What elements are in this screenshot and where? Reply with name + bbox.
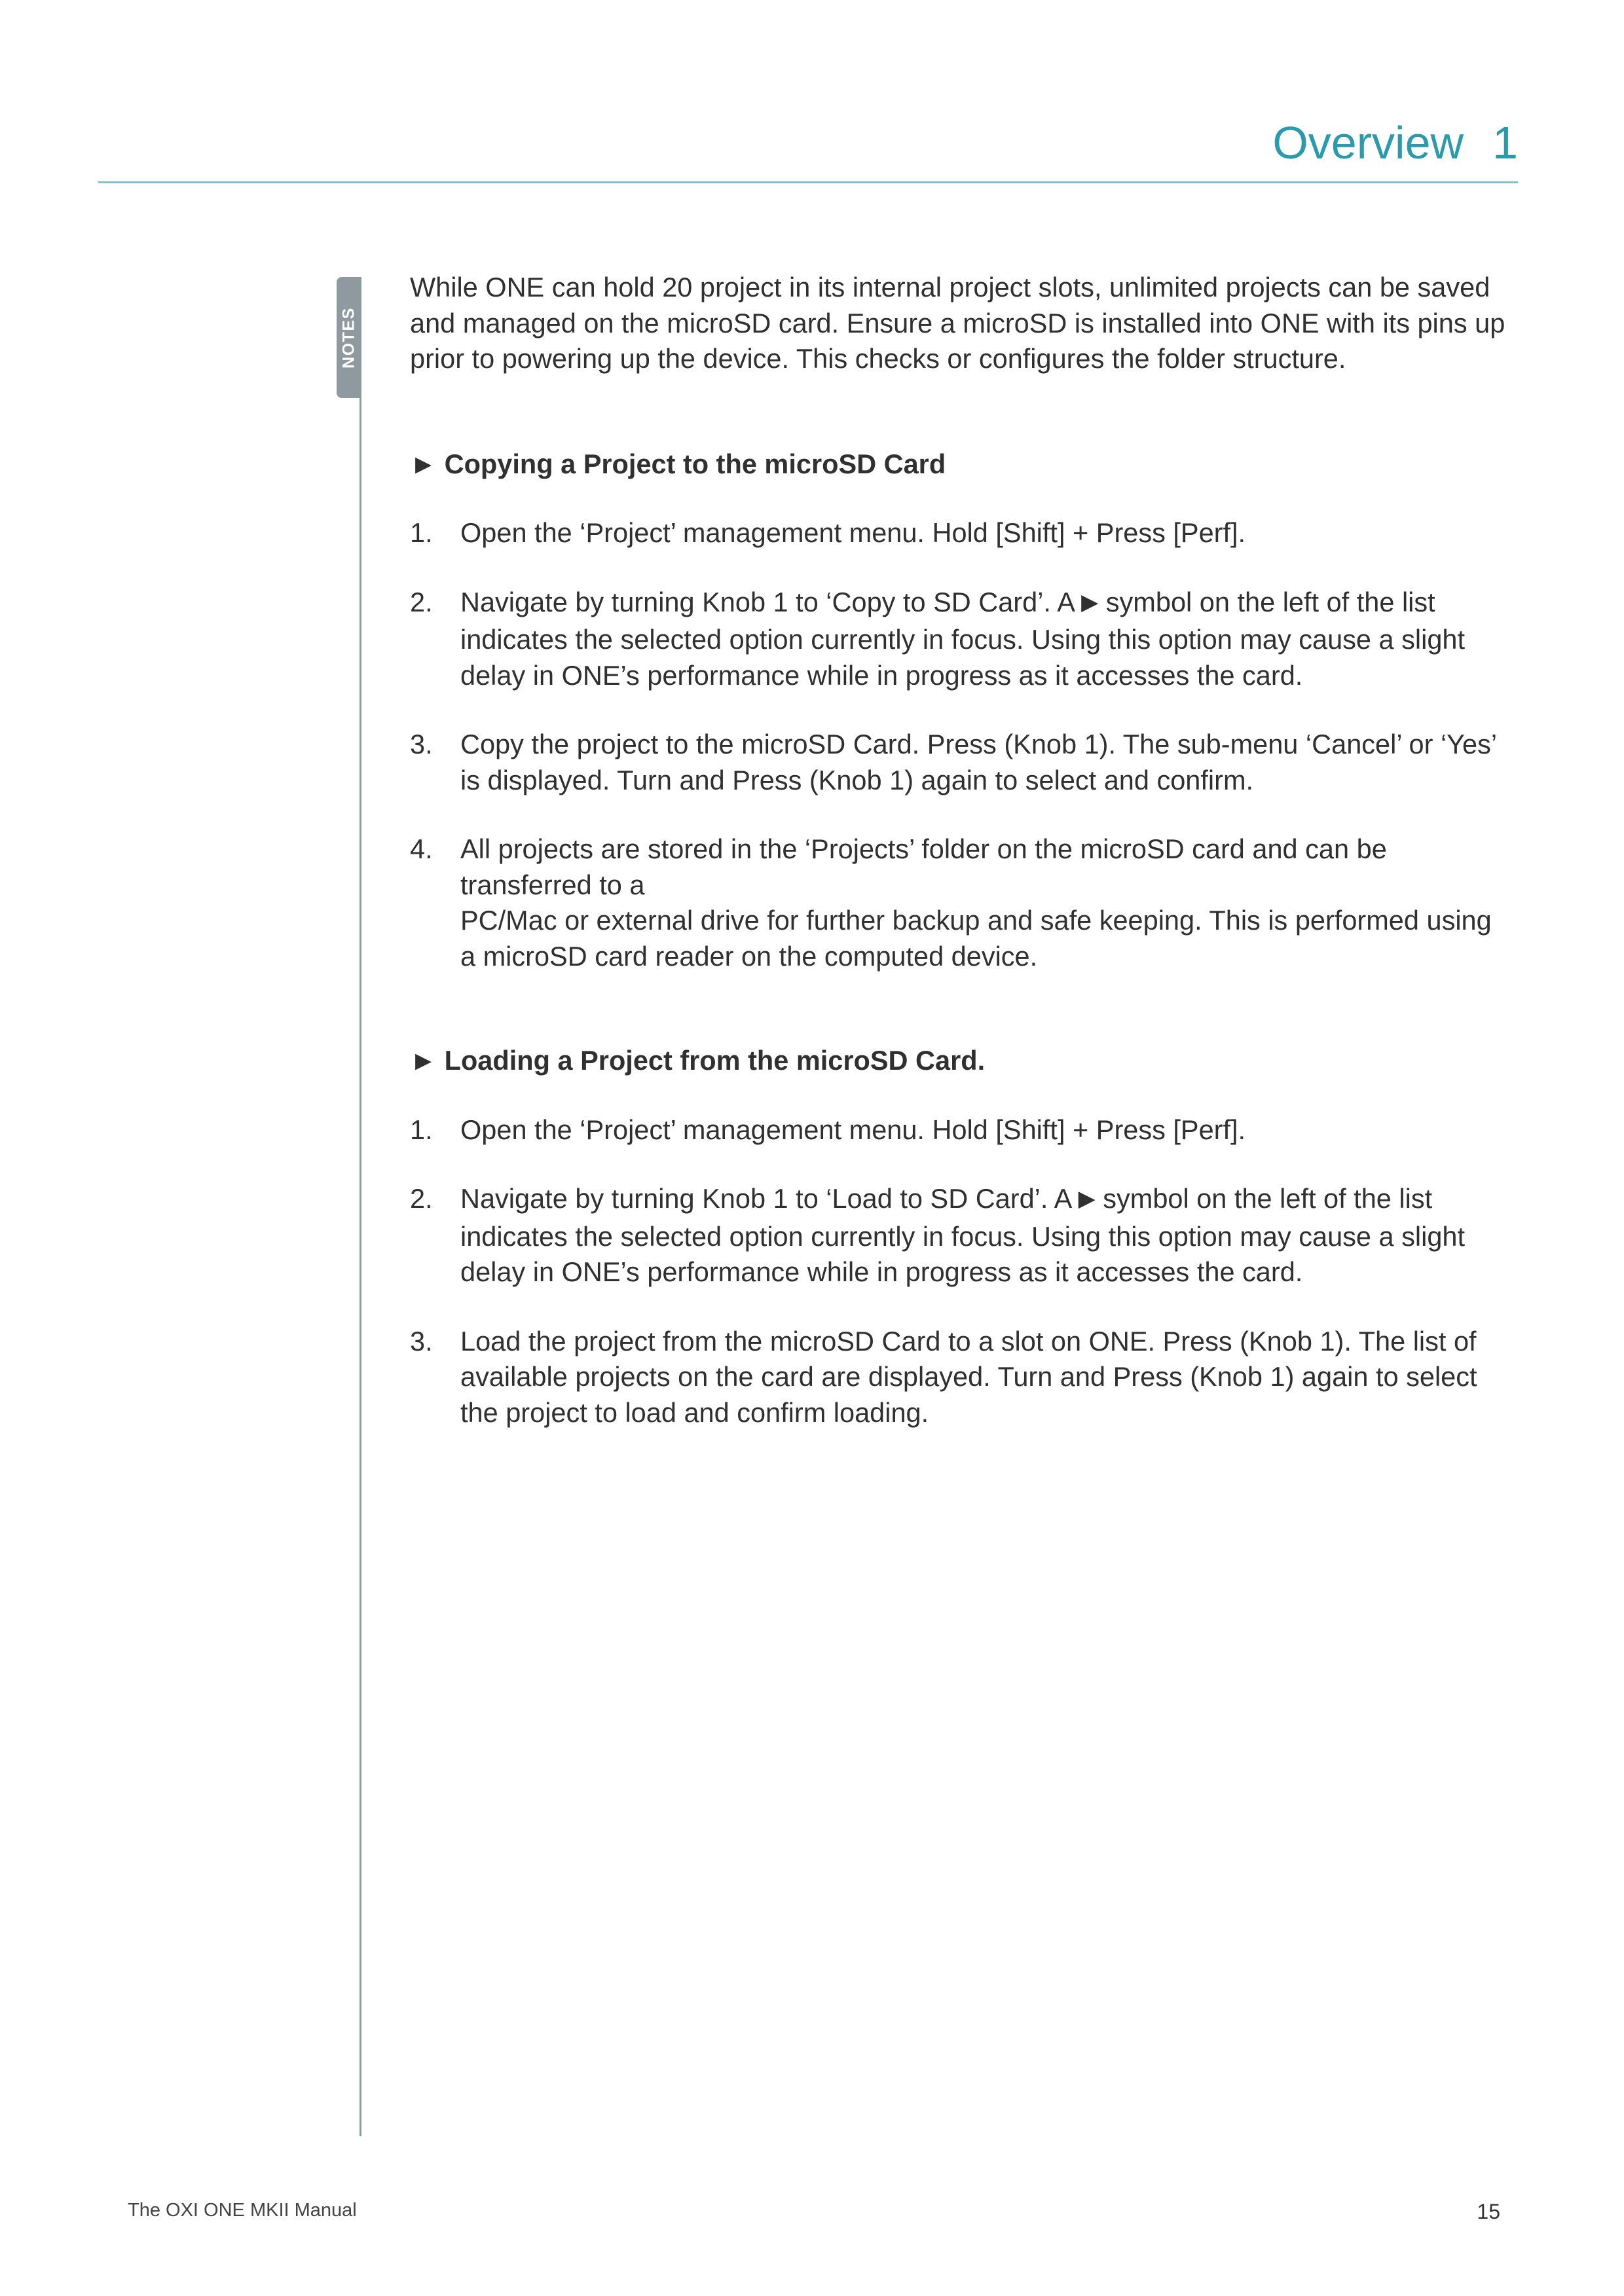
arrow-right-icon: ► — [410, 1045, 437, 1076]
chapter-number: 1 — [1492, 117, 1518, 168]
step-number: 1. — [410, 517, 433, 548]
main-content — [410, 270, 1510, 1464]
play-triangle-icon: ▶ — [1081, 589, 1099, 615]
load-steps-list — [410, 1112, 1510, 1431]
step-text-line: All projects are stored in the ‘Projects’ folder on the microSD card and can be transferred to a — [460, 833, 1387, 900]
step-number: 4. — [410, 833, 433, 864]
step-number: 3. — [410, 729, 433, 759]
intro-paragraph: While ONE can hold 20 project in its internal project slots, unlimited projects can be saved and managed on the microSD card. Ensure a microSD is installed into ONE with its pins up prior to powering up the device. This checks or configures the folder structure. — [410, 272, 1505, 374]
section-heading-copy — [410, 446, 1510, 483]
header-divider — [98, 181, 1518, 183]
page-number: 15 — [1477, 2200, 1500, 2223]
notes-tab-label: NOTES — [339, 306, 358, 369]
step-text: symbol on the left of the list indicates the selected option currently in focus. Using this option may cause a slight delay in ONE’s performance while in progress as it accesses the card. — [460, 1183, 1466, 1287]
step-number: 3. — [410, 1325, 433, 1357]
notes-tab — [337, 277, 361, 398]
list-item — [410, 1112, 1510, 1148]
footer-manual-title: The OXI ONE MKII Manual — [128, 2200, 357, 2221]
list-item — [410, 1181, 1510, 1290]
step-number: 2. — [410, 1183, 433, 1214]
step-text: symbol on the left of the list indicates the selected option currently in focus. Using this option may cause a slight delay in ONE’s performance while in progress as it accesses the card. — [460, 586, 1466, 691]
notes-margin-line — [360, 277, 361, 2136]
section-heading-text: Loading a Project from the microSD Card. — [444, 1045, 986, 1076]
step-text-line: PC/Mac or external drive for further backup and safe keeping. This is performed using a microSD card reader on the computed device. — [460, 905, 1492, 972]
list-item — [410, 831, 1510, 974]
section-heading-text: Copying a Project to the microSD Card — [444, 448, 946, 479]
step-text: Navigate by turning Knob 1 to ‘Copy to SD Card’. A — [460, 586, 1082, 617]
step-text: Copy the project to the microSD Card. Press (Knob 1). The sub-menu ‘Cancel’ or ‘Yes’ is displayed. Turn and Press (Knob 1) again to select and confirm. — [460, 729, 1496, 795]
copy-steps-list — [410, 515, 1510, 974]
chapter-heading — [1272, 117, 1518, 169]
list-item — [410, 1324, 1510, 1431]
section-heading-load — [410, 1043, 1510, 1079]
step-text: Open the ‘Project’ management menu. Hold [Shift] + Press [Perf]. — [460, 517, 1246, 548]
step-text: Load the project from the microSD Card to a slot on ONE. Press (Knob 1). The list of available projects on the card are displayed. Turn and Press (Knob 1) again to select the project to load and confirm loading. — [460, 1325, 1477, 1428]
chapter-title: Overview — [1272, 117, 1464, 168]
step-text: Navigate by turning Knob 1 to ‘Load to SD Card’. A — [460, 1183, 1079, 1214]
list-item — [410, 515, 1510, 551]
arrow-right-icon: ► — [410, 448, 437, 479]
list-item — [410, 727, 1510, 798]
list-item — [410, 585, 1510, 694]
step-number: 2. — [410, 586, 433, 617]
step-number: 1. — [410, 1114, 433, 1145]
step-text: Open the ‘Project’ management menu. Hold [Shift] + Press [Perf]. — [460, 1114, 1246, 1145]
play-triangle-icon: ▶ — [1078, 1186, 1096, 1211]
